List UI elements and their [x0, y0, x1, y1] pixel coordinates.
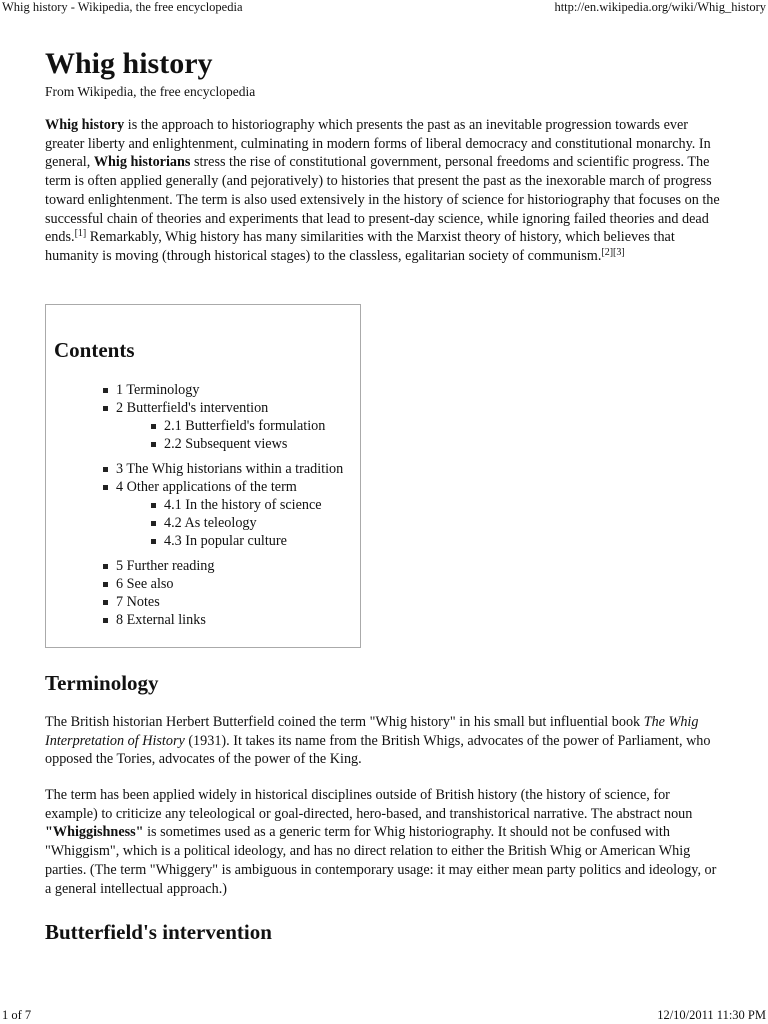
intro-bold-term: Whig history [45, 117, 125, 133]
page-title: Whig history [45, 47, 213, 80]
toc-item-history-of-science[interactable]: 4.1 In the history of science [102, 496, 362, 514]
toc-title: Contents [54, 338, 135, 362]
terminology-paragraph-2 [45, 786, 725, 898]
print-header-title: Whig history - Wikipedia, the free encyclopedia [2, 0, 243, 14]
toc-item-butterfields-formulation[interactable]: 2.1 Butterfield's formulation [102, 417, 362, 435]
toc-item-as-teleology[interactable]: 4.2 As teleology [102, 514, 362, 532]
toc-item-whig-historians-tradition[interactable]: 3 The Whig historians within a tradition [102, 460, 362, 478]
terminology-p1-text-2: (1931). It takes its name from the British Whigs, advocates of the power of Parliament, who opposed the Tories, advocates of the power of the King. [45, 732, 711, 768]
intro-bold-historians: Whig historians [93, 154, 191, 171]
book-title: The Whig Interpretation of History [45, 714, 699, 749]
toc-item-external-links[interactable]: 8 External links [102, 611, 362, 629]
whiggishness-term: "Whiggishness" [45, 824, 144, 841]
intro-paragraph [45, 116, 725, 266]
ref-link-3[interactable]: [3] [613, 246, 625, 258]
print-footer-page-count: 1 of 7 [2, 1008, 32, 1022]
intro-text-1: is the approach to historiography which presents the past as an inevitable progression towards ever greater liberty and enlightenment, culminating in modern forms of liberal democracy and constitutional monarchy. In general, [45, 117, 711, 171]
print-footer-timestamp: 12/10/2011 11:30 PM [657, 1008, 766, 1022]
toc-list [102, 381, 362, 629]
table-of-contents [45, 304, 361, 648]
toc-item-other-applications[interactable]: 4 Other applications of the term [102, 478, 362, 496]
intro-text-3: Remarkably, Whig history has many similarities with the Marxist theory of history, which believes that humanity is moving (through historical stages) to the classless, egalitarian society of communism. [45, 229, 675, 264]
toc-item-subsequent-views[interactable]: 2.2 Subsequent views [102, 435, 362, 453]
section-heading-terminology: Terminology [45, 671, 159, 695]
toc-item-butterfields-intervention[interactable]: 2 Butterfield's intervention [102, 399, 362, 417]
intro-text-2: stress the rise of constitutional government, personal freedoms and scientific progress. The term is often applied generally (and pejoratively) to histories that present the past as the inexorable march of progress toward enlightenment. The term is also used extensively in the history of science for historiography that focuses on the successful chain of theories and experiments that lead to present-day science, while ignoring failed theories and dead ends. [45, 154, 720, 246]
terminology-p1-text-1: The British historian Herbert Butterfield coined the term "Whig history" in his small but influential book [45, 714, 644, 730]
toc-item-see-also[interactable]: 6 See also [102, 575, 362, 593]
ref-link-1[interactable]: [1] [74, 228, 87, 240]
page-tagline: From Wikipedia, the free encyclopedia [45, 84, 256, 99]
print-header-url: http://en.wikipedia.org/wiki/Whig_history [554, 0, 766, 14]
section-heading-butterfields-intervention: Butterfield's intervention [45, 920, 272, 944]
terminology-p2-text-1: The term has been applied widely in historical disciplines outside of British history (the history of science, for example) to criticize any teleological or goal-directed, hero-based, and transhistorical narrative. The abstract noun [45, 787, 693, 822]
terminology-paragraph-1 [45, 713, 725, 769]
terminology-p2-text-2: is sometimes used as a generic term for Whig historiography. It should not be confused with "Whiggism", which is a political ideology, and has no direct relation to either the British Whig or American Whig parties. (The term "Whiggery" is ambiguous in contemporary usage: it may either mean party politics and ideology, or a general intellectual approach.) [45, 824, 717, 897]
toc-item-popular-culture[interactable]: 4.3 In popular culture [102, 532, 362, 550]
ref-link-2[interactable]: [2] [601, 246, 614, 258]
toc-item-further-reading[interactable]: 5 Further reading [102, 557, 362, 575]
toc-item-notes[interactable]: 7 Notes [102, 593, 362, 611]
toc-item-terminology[interactable]: 1 Terminology [102, 381, 362, 399]
